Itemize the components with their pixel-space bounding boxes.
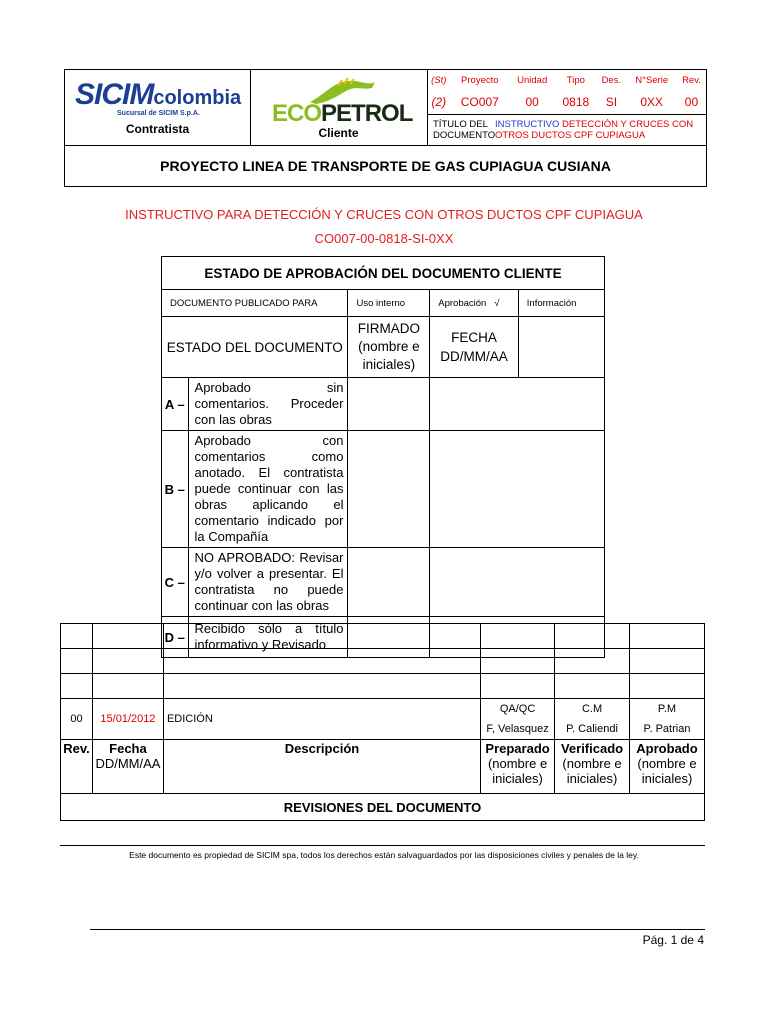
meta-label: (St)	[431, 75, 447, 86]
approval-row	[162, 378, 605, 431]
document-header	[64, 69, 707, 187]
descripcion-header: Descripción	[163, 740, 480, 794]
verified-by	[555, 699, 630, 740]
meta-label: Proyecto	[461, 75, 499, 86]
verificado-header-sub: (nombre e iniciales)	[562, 756, 622, 786]
divider	[90, 929, 705, 930]
meta-labels-row	[427, 70, 706, 91]
uso-interno-label: Uso interno	[348, 290, 430, 317]
fecha-header: FECHA DD/MM/AA	[430, 317, 519, 378]
titulo-value	[495, 119, 706, 141]
approved-by	[630, 699, 705, 740]
approval-letter: A –	[162, 378, 189, 431]
aprobado-header	[630, 740, 705, 794]
prepared-by	[481, 699, 555, 740]
meta-value: 0818	[562, 95, 590, 109]
doc-code: CO007-00-0818-SI-0XX	[314, 231, 454, 246]
divider	[60, 845, 705, 846]
approval-letter: D –	[162, 617, 189, 658]
meta-value: CO007	[460, 95, 499, 109]
revision-header-row	[61, 740, 705, 794]
approval-desc: Aprobado sin comentarios. Proceder con las obras	[188, 378, 348, 431]
approved-role: P.M	[657, 703, 677, 715]
fecha-header	[92, 740, 163, 794]
titulo-value-a: INSTRUCTIVO	[495, 119, 560, 130]
titulo-label: TÍTULO DEL DOCUMENTO	[433, 119, 496, 141]
approval-row	[162, 431, 605, 548]
revision-row-empty	[61, 674, 705, 699]
project-title: PROYECTO LINEA DE TRANSPORTE DE GAS CUPIAGUA CUSIANA	[160, 158, 611, 174]
approval-title: ESTADO DE APROBACIÓN DEL DOCUMENTO CLIENTE	[162, 257, 605, 290]
meta-values-row	[427, 91, 706, 113]
approval-signature-cell[interactable]	[348, 548, 430, 617]
prepared-role: QA/QC	[499, 703, 536, 715]
meta-value: 00	[525, 95, 539, 109]
revision-row	[61, 699, 705, 740]
verified-name: P. Caliendi	[566, 723, 618, 735]
meta-label: Tipo	[566, 75, 585, 86]
meta-value: SI	[605, 95, 618, 109]
preparado-header-label: Preparado	[485, 741, 550, 756]
meta-label: Des.	[601, 75, 622, 86]
approval-desc: NO APROBADO: Revisar y/o volver a presentar. El contratista no puede continuar con las obras	[188, 548, 348, 617]
page-number: Pág. 1 de 4	[642, 933, 704, 947]
published-for-label: DOCUMENTO PUBLICADO PARA	[162, 290, 348, 317]
approval-signature-cell[interactable]	[348, 378, 430, 431]
contratista-label: Contratista	[125, 122, 190, 136]
meta-label: N°Serie	[635, 75, 669, 86]
aprobacion-label: Aprobación	[438, 297, 487, 309]
prepared-name: F, Velasquez	[486, 723, 549, 735]
approval-date-cell[interactable]	[430, 548, 605, 617]
sicim-logo-tail: colombia	[153, 87, 242, 109]
header-top-row	[65, 70, 706, 146]
approval-date-cell[interactable]	[430, 431, 605, 548]
check-mark-icon: √	[494, 297, 500, 309]
sicim-subtitle: Sucursal de SICIM S.p.A.	[117, 110, 200, 117]
approval-letter: B –	[162, 431, 189, 548]
approved-name: P. Patrian	[643, 723, 691, 735]
revisiones-title: REVISIONES DEL DOCUMENTO	[61, 794, 705, 821]
revisions-table	[60, 623, 705, 821]
ecopetrol-logo	[250, 70, 428, 145]
approval-table	[161, 256, 605, 658]
preparado-header	[481, 740, 555, 794]
revision-description: EDICIÓN	[163, 699, 480, 740]
revision-date: 15/01/2012	[92, 699, 163, 740]
approval-desc: Aprobado con comentarios como anotado. El contratista puede continuar con las obras aplicando el comentario indicado por la Compañía	[188, 431, 348, 548]
sicim-logo	[65, 70, 251, 145]
aprobacion-cell	[430, 290, 519, 317]
approval-letter: C –	[162, 548, 189, 617]
ownership-footnote: Este documento es propiedad de SICIM spa, todos los derechos están salvaguardados por las disposiciones civiles y penales de la ley.	[129, 850, 639, 860]
revision-row-empty	[61, 649, 705, 674]
aprobado-header-label: Aprobado	[636, 741, 698, 756]
blank-cell	[518, 317, 604, 378]
approval-date-cell[interactable]	[430, 378, 605, 431]
estado-header: ESTADO DEL DOCUMENTO	[162, 317, 348, 378]
rev-header: Rev.	[61, 740, 93, 794]
meta-label: Rev.	[682, 75, 701, 86]
firmado-header: FIRMADO (nombre e iniciales)	[348, 317, 430, 378]
meta-label: Unidad	[517, 75, 548, 86]
fecha-header-sub: DD/MM/AA	[95, 756, 161, 771]
revision-row-empty	[61, 624, 705, 649]
verified-role: C.M	[581, 703, 603, 715]
meta-value: (2)	[431, 95, 447, 109]
approval-signature-cell[interactable]	[348, 431, 430, 548]
verificado-header-label: Verificado	[560, 741, 624, 756]
document-meta	[427, 70, 706, 145]
informacion-label: Información	[518, 290, 604, 317]
verificado-header	[555, 740, 630, 794]
cliente-label: Cliente	[318, 126, 359, 140]
aprobado-header-sub: (nombre e iniciales)	[637, 756, 697, 786]
document-title-cell	[427, 114, 706, 146]
approval-desc: Recibido sólo a título informativo y Revisado	[188, 617, 348, 658]
revision-footer-row	[61, 794, 705, 821]
meta-value: 0XX	[640, 95, 664, 109]
eco-logo-a: ECO	[272, 100, 322, 127]
sicim-logo-text: SICIM	[75, 78, 154, 111]
doc-title: INSTRUCTIVO PARA DETECCIÓN Y CRUCES CON OTROS DUCTOS CPF CUPIAGUA	[125, 207, 643, 222]
preparado-header-sub: (nombre e iniciales)	[487, 756, 548, 786]
titulo-value-b: DETECCIÓN Y CRUCES CON OTROS DUCTOS CPF CUPIAGUA	[495, 119, 694, 141]
meta-value: 00	[684, 95, 699, 109]
eco-logo-b: PETROL	[321, 100, 413, 127]
revision-number: 00	[61, 699, 93, 740]
approval-row	[162, 548, 605, 617]
fecha-header-label: Fecha	[109, 741, 147, 756]
